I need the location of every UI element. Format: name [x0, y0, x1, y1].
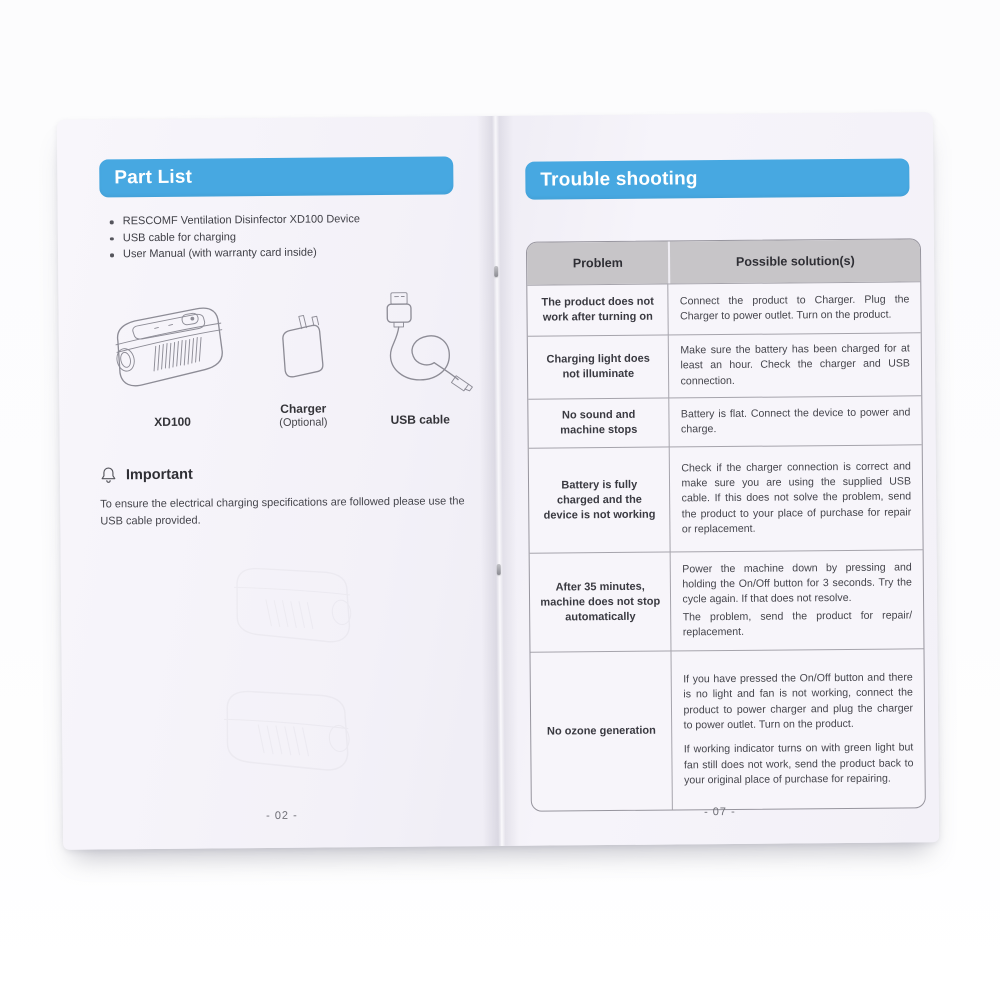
table-row: [527, 281, 920, 335]
solution-text: If you have pressed the On/Off button and there is no light and fan is not working, connect the product to power charger and plug the charger to power outlet. Turn on the product.: [683, 671, 914, 732]
part-label: XD100: [154, 414, 192, 429]
table-row: [530, 648, 924, 810]
ghost-image: [200, 677, 371, 803]
trouble-shooting-banner: [525, 158, 909, 199]
list-item: User Manual (with warranty card inside): [106, 243, 476, 263]
solution-text: If working indicator turns on with green light but fan still does not work, send the product back to your original place of purchase for repairing.: [683, 741, 914, 787]
troubleshooting-table: [526, 238, 926, 812]
trouble-shooting-title: Trouble shooting: [540, 168, 698, 191]
charger-drawing: [268, 311, 337, 392]
bell-icon: [100, 466, 117, 484]
important-title: Important: [125, 466, 193, 483]
solution-cell: [671, 550, 923, 650]
solution-text: The problem, send the product for repair/ replacement.: [682, 609, 913, 639]
table-header-row: [527, 239, 920, 284]
solution-text: Power the machine down by pressing and holding the On/Off button for 3 seconds. Try the cycle again. If that does not resolve.: [682, 561, 912, 606]
part-note: (Optional): [279, 415, 328, 429]
page-number-left: - 02 -: [266, 809, 298, 823]
solution-cell: [669, 282, 921, 334]
solution-cell: [670, 396, 922, 446]
part-note: [357, 427, 483, 428]
ghost-image: [211, 555, 372, 673]
staple: [497, 564, 501, 575]
table-header-problem: Problem: [527, 242, 669, 285]
solution-text: Connect the product to Charger. Plug the Charger to power outlet. Turn on the product.: [679, 293, 910, 323]
solution-cell: [672, 649, 925, 809]
usb-cable-drawing: [356, 290, 483, 403]
part-list-title: Part List: [114, 166, 193, 189]
list-item: RESCOMF Ventilation Disinfector XD100 Device: [106, 210, 476, 230]
solution-text: Battery is flat. Connect the device to power and charge.: [680, 406, 911, 436]
part-label: Charger: [280, 400, 327, 416]
xd100-device-drawing: [97, 300, 248, 405]
important-section-header: [100, 463, 498, 484]
problem-cell: After 35 minutes, machine does not stop automatically: [530, 553, 672, 652]
part-note: [98, 429, 248, 430]
part-figure-charger: [255, 311, 351, 429]
page-number-right: - 07 -: [704, 805, 736, 819]
important-body: To ensure the electrical charging specifications are followed please use the USB cable provided.: [100, 494, 465, 528]
table-row: [528, 332, 922, 399]
part-list-banner: [99, 156, 453, 197]
solution-text: Check if the charger connection is correct and make sure you are using the supplied USB cable. If this does not solve the problem, send the product to your place of purchase for repair or replacement.: [681, 460, 912, 536]
problem-cell: No ozone generation: [531, 652, 674, 811]
solution-cell: [670, 445, 922, 551]
problem-cell: Battery is fully charged and the device is not working: [529, 448, 671, 553]
manual-booklet: [57, 112, 939, 850]
solution-cell: [669, 333, 921, 397]
list-item: USB cable for charging: [106, 227, 476, 247]
table-header-solutions: Possible solution(s): [668, 239, 920, 283]
table-row: [529, 444, 923, 552]
part-figure-xd100: [96, 300, 247, 430]
table-row: [530, 549, 924, 651]
right-page: [495, 112, 939, 846]
part-list: [106, 210, 476, 263]
part-figure-usb-cable: [356, 290, 484, 428]
table-row: [528, 395, 921, 447]
part-label: USB cable: [390, 411, 450, 427]
solution-text: Make sure the battery has been charged for at least an hour. Check the charger and USB connection.: [680, 342, 911, 388]
parts-figures: [96, 290, 483, 430]
left-page: [57, 116, 501, 850]
problem-cell: The product does not work after turning on: [527, 285, 669, 336]
problem-cell: Charging light does not illuminate: [528, 336, 670, 399]
staple: [494, 266, 498, 277]
problem-cell: No sound and machine stops: [528, 399, 670, 448]
